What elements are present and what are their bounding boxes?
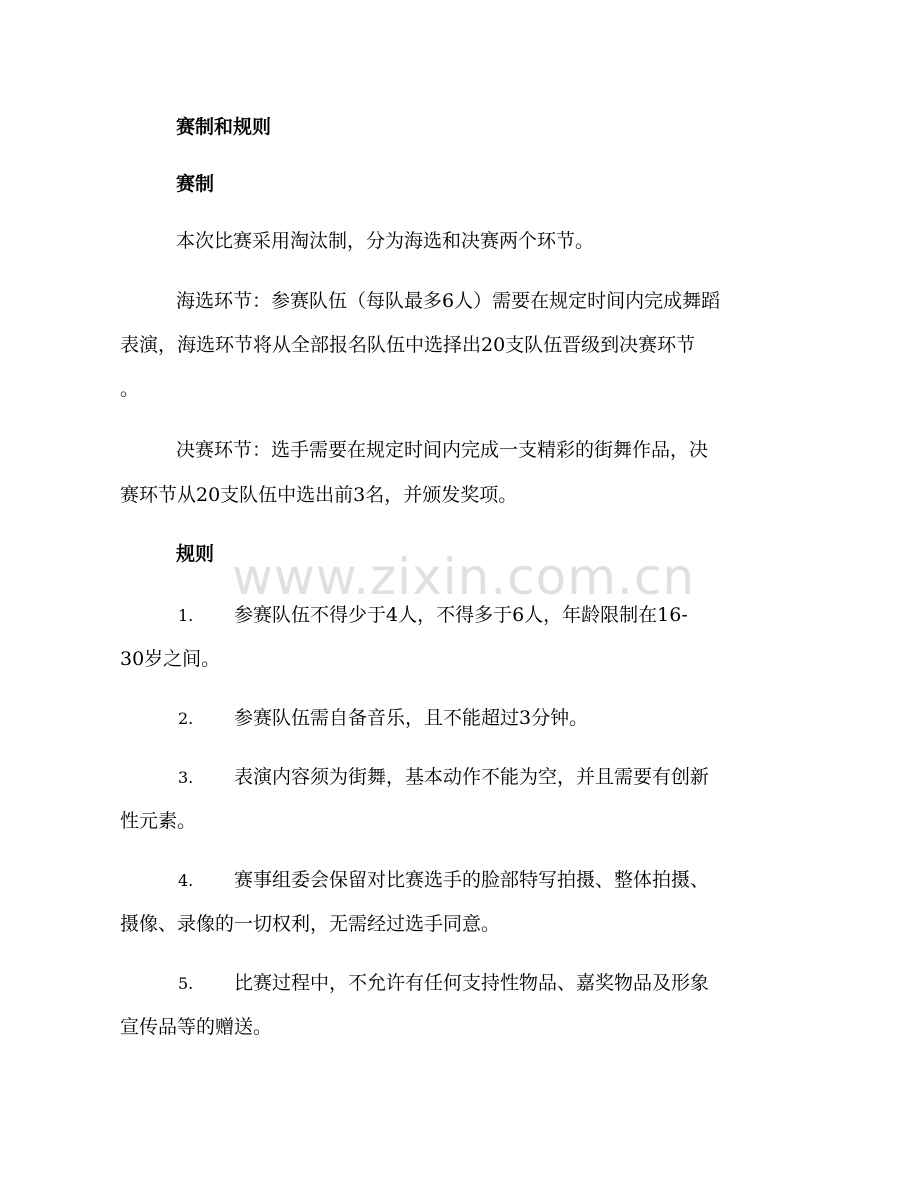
final-line-2: 赛环节从20支队伍中选出前3名，并颁发奖项。 <box>120 484 518 506</box>
rule-number: 4. <box>178 871 194 890</box>
rule-text-cont: 性元素。 <box>120 810 197 832</box>
rule-text: 参赛队伍需自备音乐，且不能超过3分钟。 <box>234 707 589 729</box>
watermark-text: www.zixin.com.cn <box>232 548 696 606</box>
rule-text: 参赛队伍不得少于4人，不得多于6人，年龄限制在16- <box>234 604 688 626</box>
rule-text: 表演内容须为街舞，基本动作不能为空，并且需要有创新 <box>234 766 710 788</box>
rule-number: 1. <box>178 606 194 625</box>
rule-number: 2. <box>178 709 194 728</box>
rule-item-5 <box>120 960 780 1007</box>
rule-text-cont: 30岁之间。 <box>120 648 221 670</box>
audition-line-1: 海选环节：参赛队伍（每队最多6人）需要在规定时间内完成舞蹈 <box>176 290 721 312</box>
audition-line-3: 。 <box>120 378 140 400</box>
document-title: 赛制和规则 <box>176 116 272 138</box>
rule-item-2 <box>120 695 780 742</box>
section-heading-rules: 规则 <box>176 543 215 565</box>
rule-item-4 <box>120 857 780 904</box>
rule-number: 5. <box>178 974 194 993</box>
rule-item-3 <box>120 754 780 801</box>
final-line-1: 决赛环节：选手需要在规定时间内完成一支精彩的街舞作品，决 <box>176 439 709 461</box>
rule-item-4-cont <box>120 901 780 947</box>
section-heading-format: 赛制 <box>176 173 215 195</box>
rule-text-cont: 宣传品等的赠送。 <box>120 1016 273 1038</box>
rule-text-cont: 摄像、录像的一切权利，无需经过选手同意。 <box>120 913 501 935</box>
rule-text: 比赛过程中，不允许有任何支持性物品、嘉奖物品及形象 <box>234 972 710 994</box>
rule-item-3-cont <box>120 798 780 844</box>
rule-item-1-cont <box>120 636 780 682</box>
audition-line-2: 表演，海选环节将从全部报名队伍中选择出20支队伍晋级到决赛环节 <box>120 334 696 356</box>
intro-paragraph: 本次比赛采用淘汰制，分为海选和决赛两个环节。 <box>176 230 595 252</box>
rule-item-5-cont <box>120 1004 780 1050</box>
rule-number: 3. <box>178 768 194 787</box>
rule-text: 赛事组委会保留对比赛选手的脸部特写拍摄、整体拍摄、 <box>234 869 710 891</box>
